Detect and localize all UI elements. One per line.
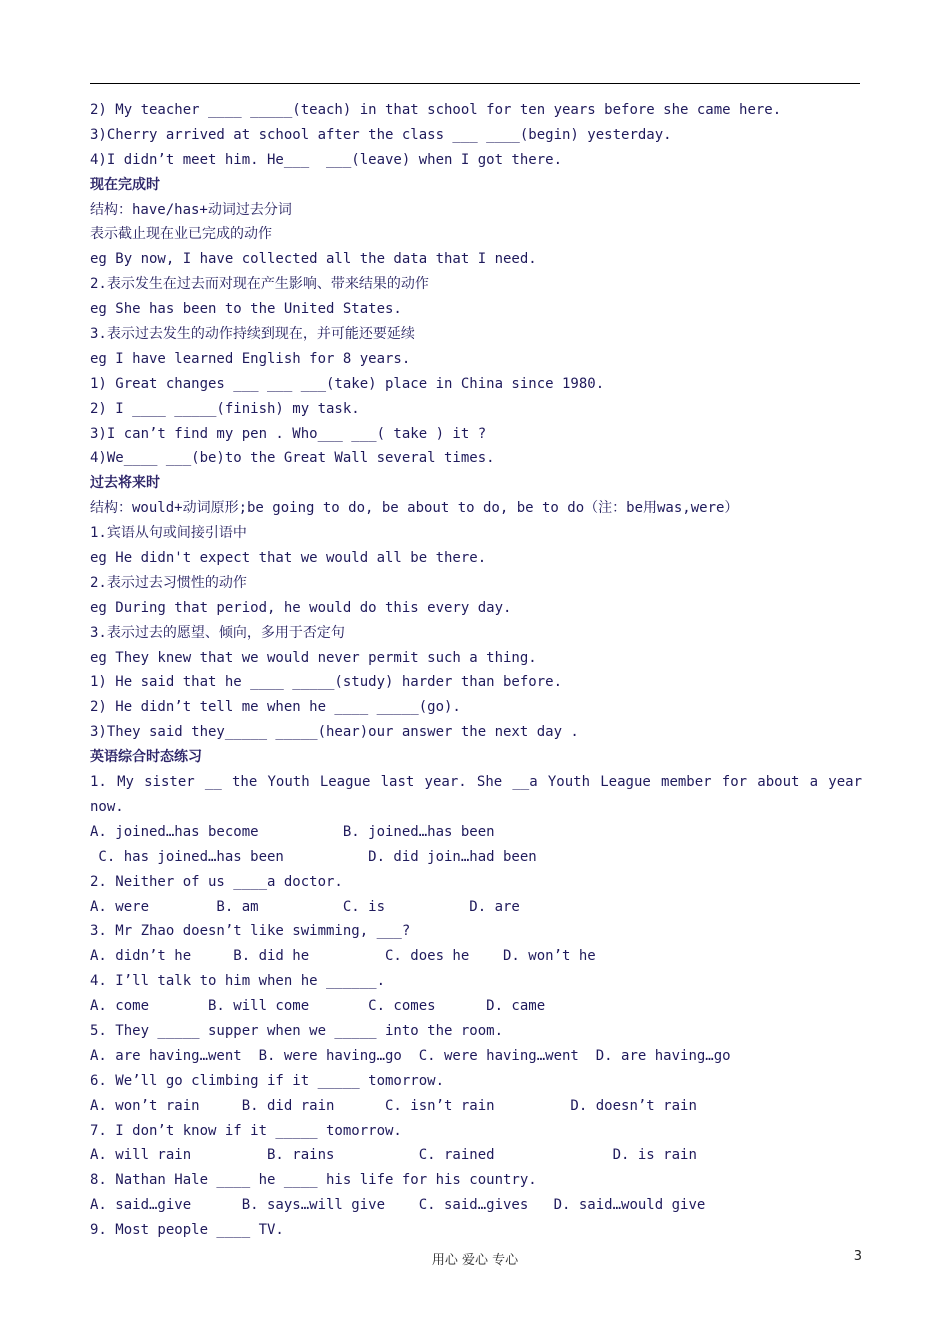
text-line: A. won’t rain B. did rain C. isn’t rain D. doesn’t rain [90,1097,697,1114]
text-line: 2) He didn’t tell me when he ____ _____(go). [90,699,461,716]
section-heading: 英语综合时态练习 [90,749,202,766]
text-line: 6. We’ll go climbing if it _____ tomorrow. [90,1072,445,1089]
text-line: 结构：would+动词原形;be going to do, be about to do, be to do（注：be用was,were） [90,500,739,517]
text-line: 2. Neither of us ____a doctor. [90,873,343,890]
page-number: 3 [853,1249,862,1264]
text-line: 5. They _____ supper when we _____ into the room. [90,1022,504,1039]
text-line: 4)We____ ___(be)to the Great Wall several times. [90,450,495,467]
header-rule [90,83,860,84]
section-heading: 过去将来时 [90,475,160,492]
text-line: 2) I ____ _____(finish) my task. [90,400,360,417]
text-line: eg I have learned English for 8 years. [90,350,411,367]
text-line: A. said…give B. says…will give C. said…gives D. said…would give [90,1197,706,1214]
text-line: 9. Most people ____ TV. [90,1222,284,1239]
text-line: eg During that period, he would do this every day. [90,599,512,616]
text-line: 1) Great changes ___ ___ ___(take) place in China since 1980. [90,375,605,392]
text-line: A. were B. am C. is D. are [90,898,520,915]
text-line: A. will rain B. rains C. rained D. is rain [90,1147,697,1164]
text-line: 3)They said they_____ _____(hear)our answer the next day . [90,724,579,741]
text-line: 表示截止现在业已完成的动作 [90,226,272,243]
text-line: A. didn’t he B. did he C. does he D. won’t he [90,948,596,965]
footer-text: 用心 爱心 专心 [431,1253,519,1268]
text-line: 2.表示过去习惯性的动作 [90,574,247,591]
text-line: A. joined…has become B. joined…has been [90,823,495,840]
section-heading: 现在完成时 [90,176,160,193]
text-line: 4. I’ll talk to him when he ______. [90,973,386,990]
text-line: 2.表示发生在过去而对现在产生影响、带来结果的动作 [90,276,429,293]
document-body [90,98,862,1243]
text-line: 4)I didn’t meet him. He___ ___(leave) when I got there. [90,151,563,168]
text-line: eg She has been to the United States. [90,301,402,318]
text-line: 3.表示过去的愿望、倾向，多用于否定句 [90,624,345,641]
text-line: 1. My sister __ the Youth League last year. She __a Youth League member for about a year [90,774,862,791]
text-line: eg He didn't expect that we would all be there. [90,550,487,567]
text-line: eg By now, I have collected all the data that I need. [90,251,537,268]
text-line: 3. Mr Zhao doesn’t like swimming, ___? [90,923,411,940]
text-line: 7. I don’t know if it _____ tomorrow. [90,1122,402,1139]
text-line: 3)I can’t find my pen . Who___ ___( take ) it ? [90,425,487,442]
text-line: 1.宾语从句或间接引语中 [90,525,247,542]
text-line: A. are having…went B. were having…go C. were having…went D. are having…go [90,1047,731,1064]
text-line: 1) He said that he ____ _____(study) harder than before. [90,674,563,691]
text-line: 2) My teacher ____ _____(teach) in that school for ten years before she came here. [90,102,782,118]
text-line: A. come B. will come C. comes D. came [90,998,546,1015]
text-line: 8. Nathan Hale ____ he ____ his life for his country. [90,1172,537,1189]
text-line: now. [90,798,124,815]
text-line: 结构：have/has+动词过去分词 [90,201,292,218]
text-line: C. has joined…has been D. did join…had been [90,848,537,865]
text-line: 3)Cherry arrived at school after the class ___ ____(begin) yesterday. [90,126,672,143]
text-line: eg They knew that we would never permit such a thing. [90,649,537,666]
text-line: 3.表示过去发生的动作持续到现在，并可能还要延续 [90,326,415,343]
